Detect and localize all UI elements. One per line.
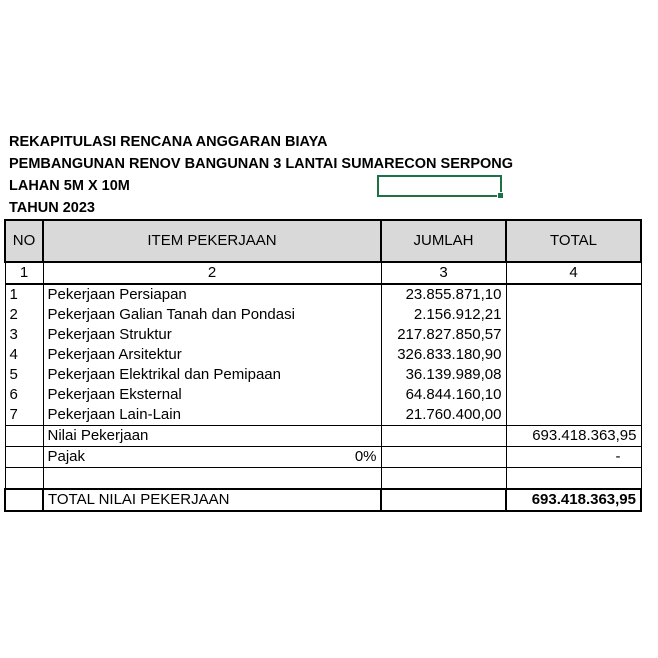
- table-row: [5, 405, 641, 426]
- empty-cell[interactable]: [5, 468, 43, 490]
- row-total[interactable]: [506, 405, 641, 426]
- table-row: [5, 365, 641, 385]
- empty-cell[interactable]: [506, 468, 641, 490]
- empty-cell[interactable]: [381, 468, 506, 490]
- row-item[interactable]: Pekerjaan Eksternal: [43, 385, 381, 405]
- row-item[interactable]: Pekerjaan Persiapan: [43, 284, 381, 305]
- row-no[interactable]: 5: [5, 365, 43, 385]
- title-line-2: PEMBANGUNAN RENOV BANGUNAN 3 LANTAI SUMARECON SERPONG: [9, 156, 514, 172]
- row-item[interactable]: Pekerjaan Lain-Lain: [43, 405, 381, 426]
- selected-cell[interactable]: [377, 175, 502, 197]
- header-row: [5, 220, 641, 262]
- row-jumlah[interactable]: 64.844.160,10: [381, 385, 506, 405]
- colnum-item[interactable]: 2: [43, 262, 381, 284]
- grand-total-no[interactable]: [5, 489, 43, 511]
- title-line-3: LAHAN 5M X 10M: [9, 178, 130, 194]
- row-no[interactable]: 4: [5, 345, 43, 365]
- row-jumlah[interactable]: 2.156.912,21: [381, 305, 506, 325]
- header-no[interactable]: NO: [5, 220, 43, 262]
- row-jumlah[interactable]: 21.760.400,00: [381, 405, 506, 426]
- grand-total-value[interactable]: 693.418.363,95: [506, 489, 641, 511]
- rab-table: [4, 219, 642, 512]
- row-no[interactable]: 1: [5, 284, 43, 305]
- row-item[interactable]: Pekerjaan Struktur: [43, 325, 381, 345]
- row-jumlah[interactable]: 217.827.850,57: [381, 325, 506, 345]
- row-total[interactable]: [506, 325, 641, 345]
- empty-cell[interactable]: [43, 468, 381, 490]
- row-total[interactable]: [506, 284, 641, 305]
- pajak-total-value: -: [615, 448, 621, 465]
- row-no[interactable]: 6: [5, 385, 43, 405]
- row-item[interactable]: Pekerjaan Galian Tanah dan Pondasi: [43, 305, 381, 325]
- colnum-total[interactable]: 4: [506, 262, 641, 284]
- pajak-percent: 0%: [354, 448, 377, 465]
- title-line-4: TAHUN 2023: [9, 200, 95, 216]
- nilai-total[interactable]: 693.418.363,95: [506, 426, 641, 447]
- row-no[interactable]: 7: [5, 405, 43, 426]
- fill-handle[interactable]: [497, 192, 504, 199]
- pajak-no[interactable]: [5, 447, 43, 468]
- pajak-cell[interactable]: [43, 447, 381, 468]
- grand-total-label[interactable]: TOTAL NILAI PEKERJAAN: [43, 489, 381, 511]
- pajak-row: [5, 447, 641, 468]
- row-no[interactable]: 3: [5, 325, 43, 345]
- column-number-row: [5, 262, 641, 284]
- row-total[interactable]: [506, 385, 641, 405]
- empty-row: [5, 468, 641, 490]
- grand-total-row: [5, 489, 641, 511]
- table-row: [5, 305, 641, 325]
- colnum-jumlah[interactable]: 3: [381, 262, 506, 284]
- pajak-jumlah[interactable]: [381, 447, 506, 468]
- row-item[interactable]: Pekerjaan Elektrikal dan Pemipaan: [43, 365, 381, 385]
- pajak-label: Pajak: [47, 448, 86, 465]
- nilai-no[interactable]: [5, 426, 43, 447]
- row-total[interactable]: [506, 365, 641, 385]
- header-jumlah[interactable]: JUMLAH: [381, 220, 506, 262]
- row-total[interactable]: [506, 345, 641, 365]
- grand-total-jumlah[interactable]: [381, 489, 506, 511]
- colnum-no[interactable]: 1: [5, 262, 43, 284]
- nilai-label[interactable]: Nilai Pekerjaan: [43, 426, 381, 447]
- nilai-jumlah[interactable]: [381, 426, 506, 447]
- row-no[interactable]: 2: [5, 305, 43, 325]
- row-jumlah[interactable]: 23.855.871,10: [381, 284, 506, 305]
- table-row: [5, 284, 641, 305]
- table-row: [5, 345, 641, 365]
- header-total[interactable]: TOTAL: [506, 220, 641, 262]
- nilai-pekerjaan-row: [5, 426, 641, 447]
- header-item[interactable]: ITEM PEKERJAAN: [43, 220, 381, 262]
- pajak-total[interactable]: [506, 447, 641, 468]
- row-total[interactable]: [506, 305, 641, 325]
- row-jumlah[interactable]: 326.833.180,90: [381, 345, 506, 365]
- title-line-1: REKAPITULASI RENCANA ANGGARAN BIAYA: [9, 134, 328, 150]
- table-row: [5, 325, 641, 345]
- row-jumlah[interactable]: 36.139.989,08: [381, 365, 506, 385]
- row-item[interactable]: Pekerjaan Arsitektur: [43, 345, 381, 365]
- table-row: [5, 385, 641, 405]
